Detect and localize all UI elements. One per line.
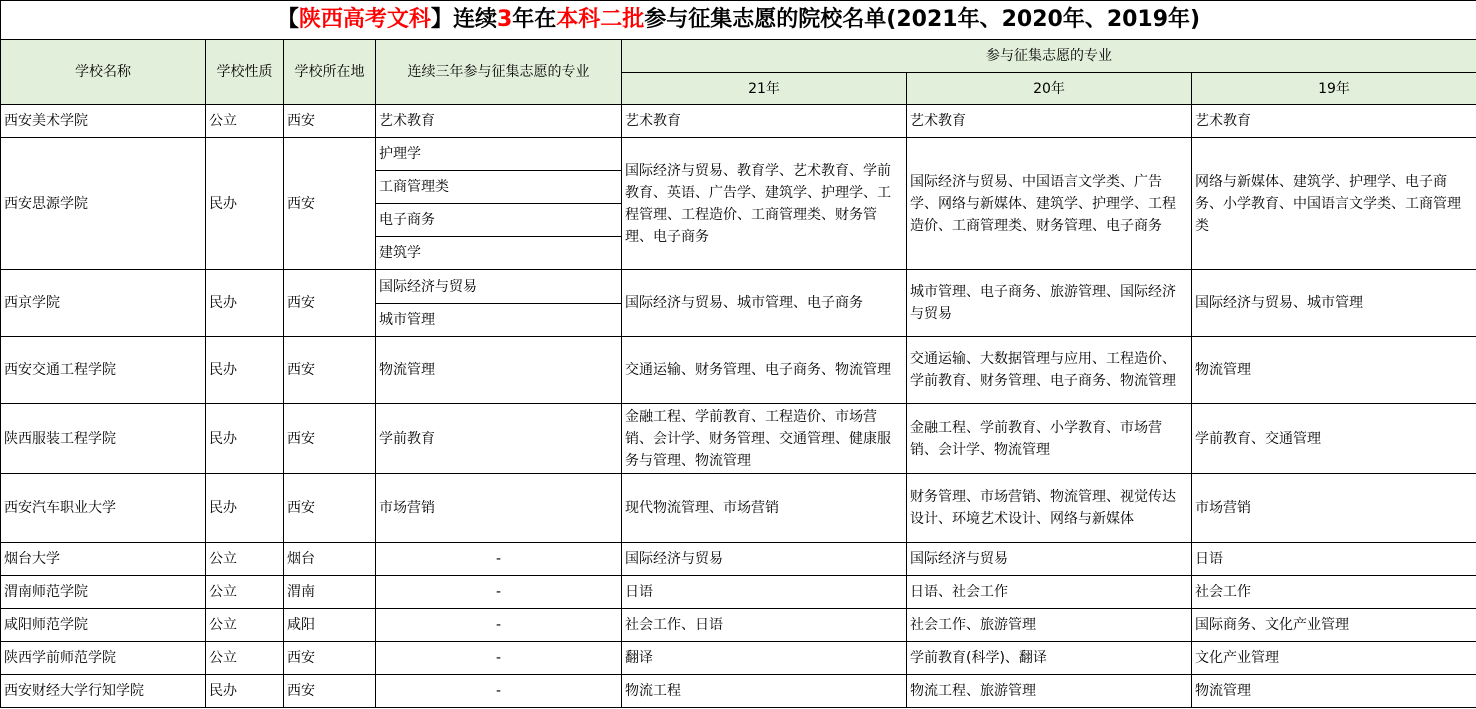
- header-2019: 19年: [1192, 73, 1476, 105]
- school-name-cell: 陕西服装工程学院: [1, 404, 206, 474]
- school-name-cell: 西安财经大学行知学院: [1, 675, 206, 708]
- majors-2019-cell: 文化产业管理: [1192, 642, 1476, 675]
- continuous-major-item: 城市管理: [379, 311, 435, 328]
- continuous-major-item: 国际经济与贸易: [376, 271, 621, 304]
- school-location-cell: 西安: [284, 642, 376, 675]
- majors-2020-cell: 物流工程、旅游管理: [907, 675, 1192, 708]
- majors-2019-cell: 学前教育、交通管理: [1192, 404, 1476, 474]
- majors-2020-cell: 城市管理、电子商务、旅游管理、国际经济与贸易: [907, 270, 1192, 337]
- majors-2021-cell: 国际经济与贸易: [622, 543, 907, 576]
- table-body: [1, 105, 1476, 708]
- school-location-cell: 烟台: [284, 543, 376, 576]
- majors-2021-cell: 国际经济与贸易、教育学、艺术教育、学前教育、英语、广告学、建筑学、护理学、工程管理、工程造价、工商管理类、财务管理、电子商务: [622, 138, 907, 270]
- continuous-major-item: 工商管理类: [376, 171, 621, 204]
- table-row: [1, 138, 1476, 270]
- majors-2020-cell: 社会工作、旅游管理: [907, 609, 1192, 642]
- school-location-cell: 西安: [284, 337, 376, 404]
- school-location-cell: 咸阳: [284, 609, 376, 642]
- table-row: [1, 576, 1476, 609]
- majors-2020-cell: 财务管理、市场营销、物流管理、视觉传达设计、环境艺术设计、网络与新媒体: [907, 474, 1192, 543]
- majors-2020-cell: 日语、社会工作: [907, 576, 1192, 609]
- school-nature-cell: 公立: [206, 609, 284, 642]
- table-row: [1, 642, 1476, 675]
- majors-2019-cell: 物流管理: [1192, 337, 1476, 404]
- school-location-cell: 西安: [284, 404, 376, 474]
- majors-2021-cell: 翻译: [622, 642, 907, 675]
- continuous-majors-cell: -: [376, 609, 622, 642]
- majors-2020-cell: 金融工程、学前教育、小学教育、市场营销、会计学、物流管理: [907, 404, 1192, 474]
- majors-2020-cell: 国际经济与贸易: [907, 543, 1192, 576]
- majors-2021-cell: 交通运输、财务管理、电子商务、物流管理: [622, 337, 907, 404]
- majors-2019-cell: 市场营销: [1192, 474, 1476, 543]
- school-name-cell: 渭南师范学院: [1, 576, 206, 609]
- continuous-majors-cell: 学前教育: [376, 404, 622, 474]
- school-nature-cell: 民办: [206, 404, 284, 474]
- majors-2020-cell: 学前教育(科学)、翻译: [907, 642, 1192, 675]
- school-nature-cell: 公立: [206, 642, 284, 675]
- majors-2019-cell: 社会工作: [1192, 576, 1476, 609]
- majors-2019-cell: 艺术教育: [1192, 105, 1476, 138]
- school-name-cell: 西京学院: [1, 270, 206, 337]
- header-2021: 21年: [622, 73, 907, 105]
- school-location-cell: 西安: [284, 474, 376, 543]
- majors-2021-cell: 现代物流管理、市场营销: [622, 474, 907, 543]
- table-row: [1, 675, 1476, 708]
- table-row: [1, 609, 1476, 642]
- continuous-majors-cell: -: [376, 543, 622, 576]
- school-nature-cell: 民办: [206, 270, 284, 337]
- majors-2019-cell: 国际商务、文化产业管理: [1192, 609, 1476, 642]
- school-location-cell: 西安: [284, 270, 376, 337]
- majors-2021-cell: 日语: [622, 576, 907, 609]
- majors-2021-cell: 金融工程、学前教育、工程造价、市场营销、会计学、财务管理、交通管理、健康服务与管理、物流管理: [622, 404, 907, 474]
- school-nature-cell: 民办: [206, 675, 284, 708]
- continuous-major-item: 建筑学: [379, 245, 421, 261]
- continuous-majors-cell: [376, 138, 622, 270]
- majors-2019-cell: 网络与新媒体、建筑学、护理学、电子商务、小学教育、中国语言文学类、工商管理类: [1192, 138, 1476, 270]
- majors-2020-cell: 艺术教育: [907, 105, 1192, 138]
- majors-2021-cell: 国际经济与贸易、城市管理、电子商务: [622, 270, 907, 337]
- school-name-cell: 西安汽车职业大学: [1, 474, 206, 543]
- continuous-major-item: 电子商务: [376, 204, 621, 237]
- school-name-cell: 西安美术学院: [1, 105, 206, 138]
- table-row: [1, 105, 1476, 138]
- majors-2019-cell: 物流管理: [1192, 675, 1476, 708]
- majors-2019-cell: 日语: [1192, 543, 1476, 576]
- school-location-cell: 西安: [284, 675, 376, 708]
- school-location-cell: 渭南: [284, 576, 376, 609]
- header-location: 学校所在地: [284, 40, 376, 105]
- school-name-cell: 西安思源学院: [1, 138, 206, 270]
- majors-2021-cell: 艺术教育: [622, 105, 907, 138]
- school-location-cell: 西安: [284, 138, 376, 270]
- table-row: [1, 270, 1476, 337]
- school-nature-cell: 民办: [206, 138, 284, 270]
- continuous-major-item: 护理学: [376, 138, 621, 171]
- majors-2021-cell: 物流工程: [622, 675, 907, 708]
- header-majors-group: 参与征集志愿的专业: [622, 40, 1476, 73]
- school-location-cell: 西安: [284, 105, 376, 138]
- continuous-majors-cell: -: [376, 576, 622, 609]
- school-nature-cell: 民办: [206, 474, 284, 543]
- header-school: 学校名称: [1, 40, 206, 105]
- continuous-majors-cell: -: [376, 642, 622, 675]
- school-nature-cell: 公立: [206, 576, 284, 609]
- header-nature: 学校性质: [206, 40, 284, 105]
- school-nature-cell: 公立: [206, 105, 284, 138]
- school-nature-cell: 公立: [206, 543, 284, 576]
- page-title: 【陕西高考文科】连续3年在本科二批参与征集志愿的院校名单(2021年、2020年、2019年): [1, 1, 1476, 40]
- continuous-majors-cell: -: [376, 675, 622, 708]
- table-row: [1, 404, 1476, 474]
- majors-2019-cell: 国际经济与贸易、城市管理: [1192, 270, 1476, 337]
- table-row: [1, 543, 1476, 576]
- majors-2020-cell: 国际经济与贸易、中国语言文学类、广告学、网络与新媒体、建筑学、护理学、工程造价、工商管理类、财务管理、电子商务: [907, 138, 1192, 270]
- school-name-cell: 西安交通工程学院: [1, 337, 206, 404]
- school-name-cell: 陕西学前师范学院: [1, 642, 206, 675]
- continuous-majors-cell: 物流管理: [376, 337, 622, 404]
- table-row: [1, 337, 1476, 404]
- continuous-majors-cell: [376, 270, 622, 337]
- table-row: [1, 474, 1476, 543]
- majors-2020-cell: 交通运输、大数据管理与应用、工程造价、学前教育、财务管理、电子商务、物流管理: [907, 337, 1192, 404]
- school-nature-cell: 民办: [206, 337, 284, 404]
- school-name-cell: 咸阳师范学院: [1, 609, 206, 642]
- continuous-majors-cell: 艺术教育: [376, 105, 622, 138]
- school-name-cell: 烟台大学: [1, 543, 206, 576]
- header-continuous: 连续三年参与征集志愿的专业: [376, 40, 622, 105]
- header-2020: 20年: [907, 73, 1192, 105]
- majors-2021-cell: 社会工作、日语: [622, 609, 907, 642]
- continuous-majors-cell: 市场营销: [376, 474, 622, 543]
